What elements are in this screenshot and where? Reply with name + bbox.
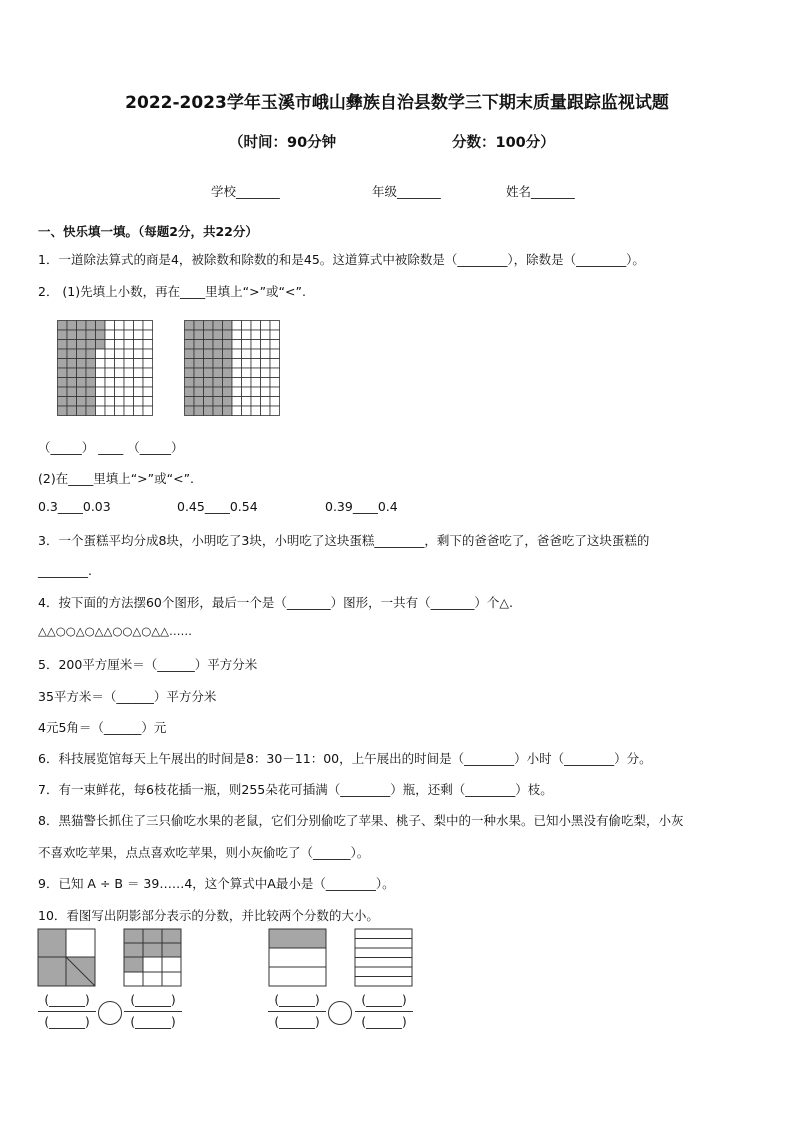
grid-cell — [105, 397, 115, 407]
grid-cell — [134, 330, 144, 340]
grid-cell — [223, 387, 233, 397]
grid-cell — [134, 397, 144, 407]
grid-cell — [194, 340, 204, 350]
grid-cell — [232, 368, 242, 378]
fraction-bar-4 — [355, 1011, 413, 1012]
grid-cell — [270, 321, 280, 331]
grid-cell — [251, 406, 261, 416]
question-5-c: 4元5角＝（______）元 — [38, 720, 167, 735]
question-2-part-2: (2)在____里填上“>”或“<”. — [38, 471, 195, 486]
grid-cell — [261, 349, 271, 359]
grid-cell — [242, 349, 252, 359]
grid-cell — [67, 359, 77, 369]
compare-1: 0.3____0.03 — [38, 499, 111, 514]
grid-cell — [143, 321, 153, 331]
question-6: 6．科技展览馆每天上午展出的时间是8：30－11：00，上午展出的时间是（________）小时（________）分。 — [38, 751, 652, 766]
grid-cell — [242, 321, 252, 331]
grid-cell — [251, 340, 261, 350]
grid-cell — [77, 330, 87, 340]
question-8-continued: 不喜欢吃苹果，点点喜欢吃苹果，则小灰偷吃了（______）。 — [38, 845, 370, 860]
figure-square-diagonal — [37, 928, 97, 988]
grid-cell — [67, 406, 77, 416]
grid-cell — [185, 349, 195, 359]
grid-cell — [134, 378, 144, 388]
grid-cell — [213, 340, 223, 350]
grid-cell — [143, 359, 153, 369]
grid-cell — [124, 330, 134, 340]
grid-cell — [124, 397, 134, 407]
grid-cell — [77, 349, 87, 359]
question-3: 3．一个蛋糕平均分成8块，小明吃了3块，小明吃了这块蛋糕________，剩下的爸爸吃了，爸爸吃了这块蛋糕的 — [38, 533, 650, 548]
grid-cell — [223, 397, 233, 407]
question-5-a: 5．200平方厘米＝（______）平方分米 — [38, 657, 258, 672]
hundred-grid-left — [57, 320, 153, 416]
hundred-grid-right — [184, 320, 280, 416]
grid-cell — [67, 368, 77, 378]
grid-cell — [105, 387, 115, 397]
grid-cell — [105, 359, 115, 369]
grid-cell — [204, 340, 214, 350]
figure-grid-3x4 — [123, 928, 183, 988]
grid-cell — [213, 349, 223, 359]
grid-cell — [185, 321, 195, 331]
grid-cell — [86, 378, 96, 388]
grid-cell — [115, 321, 125, 331]
grid-cell — [134, 340, 144, 350]
grid-cell — [251, 368, 261, 378]
grid-cell — [213, 387, 223, 397]
grid-cell — [96, 387, 106, 397]
grid-cell — [77, 340, 87, 350]
grid-cell — [96, 406, 106, 416]
grid-cell — [242, 330, 252, 340]
question-5-b: 35平方米＝（______）平方分米 — [38, 689, 217, 704]
grid-cell — [232, 406, 242, 416]
grid-cell — [115, 368, 125, 378]
grid-cell — [86, 321, 96, 331]
compare-3: 0.39____0.4 — [325, 499, 398, 514]
grid-cell — [261, 368, 271, 378]
grid-cell — [67, 321, 77, 331]
grid-cell — [67, 387, 77, 397]
grid-cell — [223, 349, 233, 359]
grid-cell — [86, 340, 96, 350]
grid-cell — [204, 387, 214, 397]
fraction-bar-3 — [268, 1011, 326, 1012]
grid-cell — [261, 387, 271, 397]
grid-cell — [261, 340, 271, 350]
grid-cell — [232, 340, 242, 350]
grid-cell — [115, 378, 125, 388]
grid-cell — [213, 359, 223, 369]
grid-cell — [251, 378, 261, 388]
grid-cell — [261, 378, 271, 388]
grid-cell — [134, 349, 144, 359]
grid-cell — [251, 349, 261, 359]
grid-cell — [261, 406, 271, 416]
grid-cell — [204, 397, 214, 407]
grid-cell — [67, 349, 77, 359]
section-heading: 一、快乐填一填。（每题2分，共22分） — [38, 224, 258, 239]
grid-cell — [185, 397, 195, 407]
grid-cell — [223, 330, 233, 340]
grid-cell — [105, 349, 115, 359]
compare-2: 0.45____0.54 — [177, 499, 258, 514]
grid-cell — [194, 349, 204, 359]
grid-cell — [58, 321, 68, 331]
grid-cell — [58, 387, 68, 397]
grid-cell — [86, 330, 96, 340]
grid-cell — [194, 397, 204, 407]
grid-cell — [58, 330, 68, 340]
grid-cell — [270, 340, 280, 350]
grid-cell — [223, 359, 233, 369]
grid-cell — [270, 378, 280, 388]
compare-circle-2[interactable] — [327, 1000, 353, 1026]
question-3-continued: ________. — [38, 563, 92, 578]
grid-cell — [143, 340, 153, 350]
grid-cell — [124, 349, 134, 359]
grid-cell — [105, 406, 115, 416]
grid-cell — [77, 359, 87, 369]
question-4: 4．按下面的方法摆60个图形，最后一个是（_______）图形，一共有（_______）个△. — [38, 595, 513, 610]
question-10: 10．看图写出阴影部分表示的分数，并比较两个分数的大小。 — [38, 908, 379, 923]
grid-cell — [58, 349, 68, 359]
grid-cell — [223, 368, 233, 378]
fraction-numerator-4[interactable]: (______) — [361, 993, 407, 1007]
grid-cell — [143, 330, 153, 340]
question-7: 7．有一束鲜花，每6枝花插一瓶，则255朵花可插满（________）瓶，还剩（________）枝。 — [38, 782, 553, 797]
grid-cell — [270, 349, 280, 359]
grid-cell — [251, 330, 261, 340]
grid-cell — [270, 406, 280, 416]
grid-cell — [58, 397, 68, 407]
grid-cell — [270, 397, 280, 407]
grid-cell — [124, 340, 134, 350]
grid-cell — [134, 368, 144, 378]
grid-cell — [185, 406, 195, 416]
fraction-numerator-2[interactable]: (______) — [130, 993, 176, 1007]
grid-cell — [86, 359, 96, 369]
grid-cell — [77, 387, 87, 397]
grid-cell — [213, 406, 223, 416]
grid-cell — [96, 378, 106, 388]
grid-cell — [134, 406, 144, 416]
grid-cell — [194, 321, 204, 331]
grid-cell — [134, 359, 144, 369]
grid-cell — [232, 378, 242, 388]
grid-cell — [67, 330, 77, 340]
grid-cell — [242, 387, 252, 397]
grid-cell — [67, 378, 77, 388]
grid-cell — [185, 359, 195, 369]
shape-pattern: △△○○△○△△○○△○△△…… — [38, 624, 192, 638]
grid-cell — [96, 340, 106, 350]
grid-cell — [261, 321, 271, 331]
grid-cell — [242, 340, 252, 350]
school-field[interactable]: 学校_______ — [211, 184, 280, 199]
fraction-denominator-4[interactable]: (______) — [361, 1015, 407, 1029]
grid-cell — [96, 321, 106, 331]
grid-cell — [143, 378, 153, 388]
grid-cell — [213, 330, 223, 340]
grid-cell — [58, 368, 68, 378]
time-limit: （时间：90分钟 — [229, 135, 337, 151]
grid-cell — [143, 349, 153, 359]
fraction-numerator-1[interactable]: (______) — [44, 993, 90, 1007]
grid-cell — [242, 397, 252, 407]
grid-cell — [67, 340, 77, 350]
grid-cell — [86, 368, 96, 378]
grid-cell — [105, 330, 115, 340]
grid-cell — [213, 321, 223, 331]
grid-cell — [194, 330, 204, 340]
grid-cell — [67, 397, 77, 407]
grid-cell — [77, 406, 87, 416]
grid-cell — [86, 349, 96, 359]
grid-cell — [251, 387, 261, 397]
grid-cell — [134, 321, 144, 331]
question-9: 9．已知 A ÷ B ＝ 39……4，这个算式中A最小是（________）。 — [38, 876, 395, 891]
grid-cell — [232, 359, 242, 369]
question-1: 1．一道除法算式的商是4，被除数和除数的和是45。这道算式中被除数是（________），除数是（________）。 — [38, 252, 645, 267]
grid-cell — [261, 397, 271, 407]
grid-cell — [242, 406, 252, 416]
grid-cell — [251, 321, 261, 331]
grid-cell — [223, 406, 233, 416]
grid-cell — [204, 349, 214, 359]
grid-cell — [96, 330, 106, 340]
grid-cell — [270, 330, 280, 340]
grid-cell — [213, 378, 223, 388]
grid-cell — [124, 321, 134, 331]
grid-cell — [185, 378, 195, 388]
question-8: 8．黑猫警长抓住了三只偷吃水果的老鼠，它们分别偷吃了苹果、桃子、梨中的一种水果。已知小黑没有偷吃梨，小灰 — [38, 813, 684, 828]
grid-cell — [96, 349, 106, 359]
figure-thirds — [268, 928, 328, 988]
grid-cell — [77, 321, 87, 331]
question-2-part-1: 2． (1)先填上小数，再在____里填上“>”或“<”. — [38, 284, 306, 299]
grid-cell — [143, 397, 153, 407]
figure-sixths — [354, 928, 414, 988]
grid-cell — [86, 406, 96, 416]
grid-cell — [232, 321, 242, 331]
grid-cell — [223, 378, 233, 388]
grid-cell — [86, 387, 96, 397]
grid-cell — [77, 397, 87, 407]
grid-cell — [105, 368, 115, 378]
grid-cell — [213, 397, 223, 407]
grid-cell — [115, 330, 125, 340]
grid-cell — [261, 359, 271, 369]
grid-cell — [204, 330, 214, 340]
grid-cell — [124, 387, 134, 397]
fraction-denominator-1[interactable]: (______) — [44, 1015, 90, 1029]
grid-cell — [204, 378, 214, 388]
grid-cell — [124, 406, 134, 416]
grid-cell — [185, 330, 195, 340]
total-score: 分数：100分） — [452, 135, 555, 151]
grid-cell — [96, 368, 106, 378]
grid-cell — [261, 330, 271, 340]
grid-cell — [270, 368, 280, 378]
grid-cell — [232, 387, 242, 397]
grid-cell — [242, 378, 252, 388]
grid-cell — [194, 387, 204, 397]
grid-cell — [242, 368, 252, 378]
grid-cell — [124, 359, 134, 369]
fraction-numerator-3[interactable]: (______) — [274, 993, 320, 1007]
grid-cell — [204, 368, 214, 378]
page-title: 2022-2023学年玉溪市峨山彝族自治县数学三下期末质量跟踪监视试题 — [125, 93, 669, 113]
grid-cell — [213, 368, 223, 378]
fraction-denominator-2[interactable]: (______) — [130, 1015, 176, 1029]
grid-cell — [86, 397, 96, 407]
grid-cell — [58, 359, 68, 369]
grid-cell — [251, 397, 261, 407]
grid-cell — [96, 359, 106, 369]
grid-cell — [185, 387, 195, 397]
grid-cell — [115, 397, 125, 407]
fraction-bar-2 — [124, 1011, 182, 1012]
grid-cell — [58, 406, 68, 416]
grid-cell — [143, 406, 153, 416]
grid-cell — [58, 378, 68, 388]
grid-cell — [194, 359, 204, 369]
grid-cell — [105, 340, 115, 350]
grid-cell — [204, 359, 214, 369]
grid-cell — [115, 406, 125, 416]
grid-cell — [96, 397, 106, 407]
grid-cell — [105, 321, 115, 331]
grid-cell — [115, 387, 125, 397]
grid-cell — [105, 378, 115, 388]
grid-cell — [58, 340, 68, 350]
grid-cell — [124, 378, 134, 388]
grid-cell — [270, 359, 280, 369]
grid-cell — [115, 359, 125, 369]
fraction-bar-1 — [38, 1011, 96, 1012]
grid-cell — [115, 349, 125, 359]
grid-cell — [242, 359, 252, 369]
grid-cell — [115, 340, 125, 350]
grid-cell — [134, 387, 144, 397]
grid-cell — [185, 340, 195, 350]
grid-cell — [232, 330, 242, 340]
name-field[interactable]: 姓名_______ — [506, 184, 575, 199]
grid-cell — [194, 406, 204, 416]
grid-cell — [204, 321, 214, 331]
grid-cell — [143, 368, 153, 378]
grid-cell — [223, 321, 233, 331]
grid-cell — [232, 397, 242, 407]
grid-cell — [232, 349, 242, 359]
grid-cell — [77, 378, 87, 388]
grid-cell — [194, 368, 204, 378]
grid-cell — [223, 340, 233, 350]
question-2-blanks: （_____） ____ （_____） — [38, 440, 184, 455]
grid-cell — [204, 406, 214, 416]
compare-circle-1[interactable] — [97, 1000, 123, 1026]
grid-cell — [143, 387, 153, 397]
fraction-denominator-3[interactable]: (______) — [274, 1015, 320, 1029]
grade-field[interactable]: 年级_______ — [372, 184, 441, 199]
grid-cell — [124, 368, 134, 378]
grid-cell — [194, 378, 204, 388]
grid-cell — [251, 359, 261, 369]
grid-cell — [270, 387, 280, 397]
grid-cell — [77, 368, 87, 378]
grid-cell — [185, 368, 195, 378]
